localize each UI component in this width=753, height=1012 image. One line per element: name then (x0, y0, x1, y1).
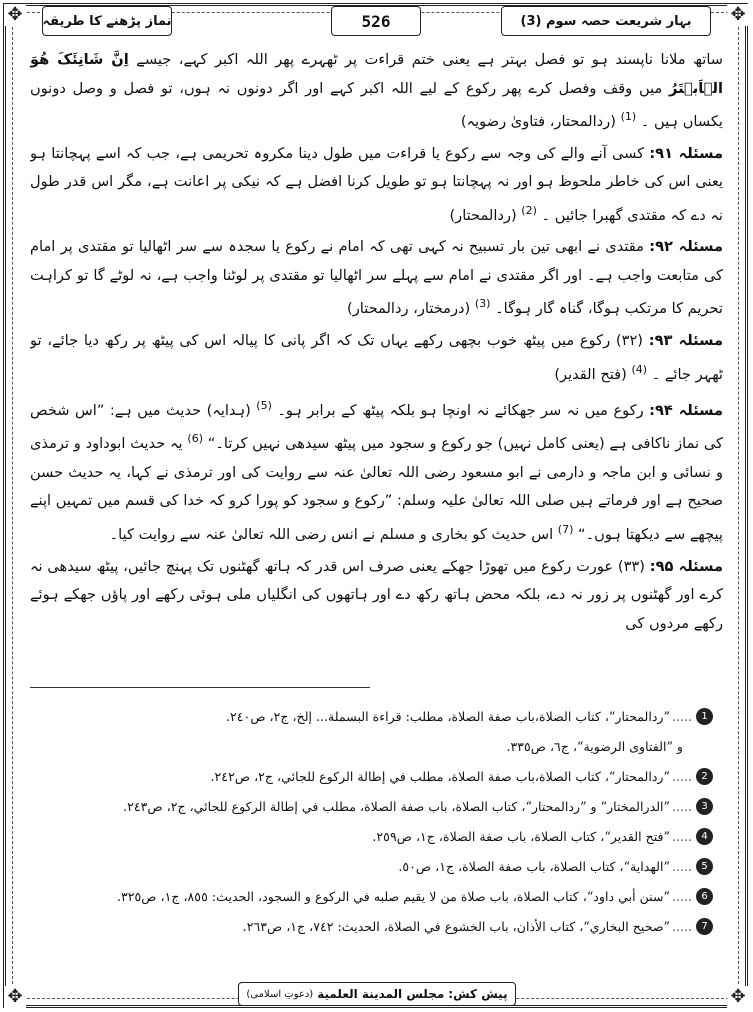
masala-92: مسئلہ ۹۲: مقتدی نے ابھی تین بار تسبیح نہ کہی تھی کہ امام نے رکوع یا سجدہ سے سر اٹھالیا تو مقتدی پر امام کی متابعت واجب ہے۔ اور اگر مقتدی نے امام سے پہلے سر اٹھالیا تو مقتدی پر لوٹنا واجب ہے، نہ لوٹے گا تو کراہت تحریم کا مرتکب ہوگا، گناہ گار ہوگا۔ $^{(3)}$ (درمختار، ردالمحتار) (30, 238, 723, 318)
footnote-text: ”صحیح البخاري“، کتاب الأذان، باب الخشوع في الصلاة، الحدیث: ۷٤۲، ج۱، ص۲٦۳. (242, 919, 670, 934)
footnote-ref: (5) (256, 398, 272, 412)
masala-label: مسئلہ ۹۳: (648, 331, 723, 349)
footnote-item: 1 ..... ”ردالمحتار“، کتاب الصلاة،باب صفة الصلاة، مطلب: قراءة البسملة... إلخ، ج۲، ص۲٤۰. (40, 702, 713, 732)
footnote-number: 1 (696, 708, 713, 725)
publisher-name: مجلس المدینة العلمیة (317, 987, 445, 1001)
masala-label: مسئلہ ۹۴: (649, 401, 723, 419)
source-citation: (درمختار، ردالمحتار) (347, 300, 471, 318)
masala-95: مسئلہ ۹۵: (۳۳) عورت رکوع میں تھوڑا جھکے یعنی صرف اس قدر کہ ہاتھ گھٹنوں تک پہنچ جائیں، پیٹھ سیدھی نہ کرے اور گھٹنوں پر زور نہ دے، بلکہ محض ہاتھ رکھ دے اور ہاتھوں کی انگلیاں ملی ہوئی رکھے اور پاؤں جھکے ہوئے رکھے مردوں کی (30, 557, 723, 632)
main-text (30, 46, 723, 678)
footnote-number: 7 (696, 918, 713, 935)
footnote-text: ”الدرالمختار“ و ”ردالمحتار“، کتاب الصلاة، باب صفة الصلاة، مطلب في إطالة الرکوع للجائي، ج۲، ص۲٤۳. (123, 799, 670, 814)
masala-94: مسئلہ ۹۴: رکوع میں نہ سر جھکائے نہ اونچا ہو بلکہ پیٹھ کے برابر ہو۔ $^{(5)}$ (ہدایہ) حدیث میں ہے: ”اس شخص کی نماز ناکافی ہے (یعنی کامل نہیں) جو رکوع و سجود میں پیٹھ سیدھی نہیں کرتا۔“ $^{(6)}$ یہ حدیث ابوداود و ترمذی و نسائی و ابن ماجہ و دارمی نے ابو مسعود رضی اللہ تعالیٰ عنہ سے روایت کی اور ترمذی نے کہا، یہ حدیث حسن صحیح ہے اور فرماتے ہیں صلی اللہ تعالیٰ علیہ وسلم: ”رکوع و سجود کو پورا کرو کہ خدا کی قسم میں تمہیں اپنے پیچھے سے دیکھتا ہوں۔“ $^{(7)}$ اس حدیث کو بخاری و مسلم نے انس رضی اللہ تعالیٰ عنہ سے روایت کیا۔ (30, 398, 723, 543)
masala-label: مسئلہ ۹۱: (649, 144, 723, 162)
footnote-ref: (6) (187, 432, 203, 446)
footnote-text: ”ردالمحتار“، کتاب الصلاة،باب صفة الصلاة، مطلب في إطالة الرکوع للجائي، ج۲، ص۲٤۲. (210, 769, 670, 784)
masala-label: مسئلہ ۹۲: (649, 238, 723, 256)
source-citation: (ردالمحتار، فتاویٰ رضویہ) (460, 113, 616, 131)
footnote-item: 7 ..... ”صحیح البخاري“، کتاب الأذان، باب الخشوع في الصلاة، الحدیث: ۷٤۲، ج۱، ص۲٦۳. (40, 912, 713, 942)
footnote-text: ”فتح القدیر“، کتاب الصلاة، باب صفة الصلاة، ج۱، ص۲٥۹. (372, 829, 670, 844)
footnote-divider (30, 687, 370, 688)
masala-93: مسئلہ ۹۳: (۳۲) رکوع میں پیٹھ خوب بچھی رکھے یہاں تک کہ اگر پانی کا پیالہ اس کی پیٹھ پر رکھ دیا جائے، تو ٹھہر جائے ۔ $^{(4)}$ (فتح القدیر) (30, 331, 723, 383)
publisher-sub: (دعوتِ اسلامی) (246, 988, 314, 1000)
masala-91: مسئلہ ۹۱: کسی آنے والے کی وجہ سے رکوع یا قراءت میں طول دینا مکروہ تحریمی ہے، جب کہ اسے پہچانتا ہو یعنی اس کی خاطر ملحوظ ہو اور نہ پہچانتا ہو تو طویل کرنا افضل ہے کہ نیکی پر اعانت ہے، مگر اس قدر طول نہ دے کہ مقتدی گھبرا جائیں ۔ $^{(2)}$ (ردالمحتار) (30, 144, 723, 224)
footnote-text: ”سنن أبي داود“، کتاب الصلاة، باب صلاة من لا یقیم صلبه في الرکوع و السجود، الحدیث: ۸٥٥، ج۱، ص۳۲٥. (116, 889, 670, 904)
footnote-number: 4 (696, 828, 713, 845)
corner-ornament: ✥ (4, 986, 26, 1008)
corner-ornament: ✥ (727, 4, 749, 26)
footnote-number: 5 (696, 858, 713, 875)
page-number: 526 (331, 6, 421, 36)
footnote-number: 6 (696, 888, 713, 905)
quran-quote: اِنَّ شَانِئَکَ هُوَ الۡاَبۡتَرُ (30, 51, 723, 97)
paragraph-intro: ساتھ ملانا ناپسند ہو تو فصل بہتر ہے یعنی ختم قراءت پر ٹھہرے پھر اللہ اکبر کہے، جیسے اِنَّ شَانِئَکَ هُوَ الۡاَبۡتَرُ میں وقف وفصل کرے پھر رکوع کے لیے اللہ اکبر کہے اور اگر دونوں نہ ہوں، تو فصل و وصل دونوں یکساں ہیں ۔ $^{(1)}$ (ردالمحتار، فتاویٰ رضویہ) (30, 51, 723, 131)
chapter-title: نماز پڑھنے کا طریقہ (42, 6, 172, 36)
footnote-ref: (1) (620, 110, 637, 124)
footnote-number: 3 (696, 798, 713, 815)
corner-ornament: ✥ (727, 986, 749, 1008)
book-title: بہار شریعت حصہ سوم (3) (501, 6, 711, 36)
footnote-item: 5 ..... ”الهدایة“، کتاب الصلاة، باب صفة الصلاة، ج۱، ص٥۰. (40, 852, 713, 882)
publisher-footer (238, 982, 516, 1006)
footnote-text: ”ردالمحتار“، کتاب الصلاة،باب صفة الصلاة، مطلب: قراءة البسملة... إلخ، ج۲، ص۲٤۰. (226, 709, 670, 724)
footnote-text: و ”الفتاوی الرضویة“، ج٦، ص۳۳٥. (506, 739, 683, 754)
footnote-item (40, 732, 713, 762)
footnote-item: 4 ..... ”فتح القدیر“، کتاب الصلاة، باب صفة الصلاة، ج۱، ص۲٥۹. (40, 822, 713, 852)
footnote-item: 3 ..... ”الدرالمختار“ و ”ردالمحتار“، کتاب الصلاة، باب صفة الصلاة، مطلب في إطالة الرکوع للجائي، ج۲، ص۲٤۳. (40, 792, 713, 822)
footnote-number: 2 (696, 768, 713, 785)
presented-by-label: پیش کش: (448, 987, 508, 1001)
footnote-ref: (7) (557, 523, 574, 537)
footnote-ref: (2) (521, 203, 537, 217)
footnotes (40, 702, 713, 962)
footnote-ref: (4) (631, 362, 648, 376)
footnote-item: 6 ..... ”سنن أبي داود“، کتاب الصلاة، باب صلاة من لا یقیم صلبه في الرکوع و السجود، الحدیث: ۸٥٥، ج۱، ص۳۲٥. (40, 882, 713, 912)
source-citation: (فتح القدیر) (554, 365, 627, 383)
footnote-item: 2 ..... ”ردالمحتار“، کتاب الصلاة،باب صفة الصلاة، مطلب في إطالة الرکوع للجائي، ج۲، ص۲٤۲. (40, 762, 713, 792)
source-citation: (ردالمحتار) (449, 206, 517, 224)
footnote-text: ”الهدایة“، کتاب الصلاة، باب صفة الصلاة، ج۱، ص٥۰. (398, 859, 670, 874)
corner-ornament: ✥ (4, 4, 26, 26)
footnote-ref: (3) (474, 297, 491, 311)
masala-label: مسئلہ ۹۵: (649, 557, 723, 575)
